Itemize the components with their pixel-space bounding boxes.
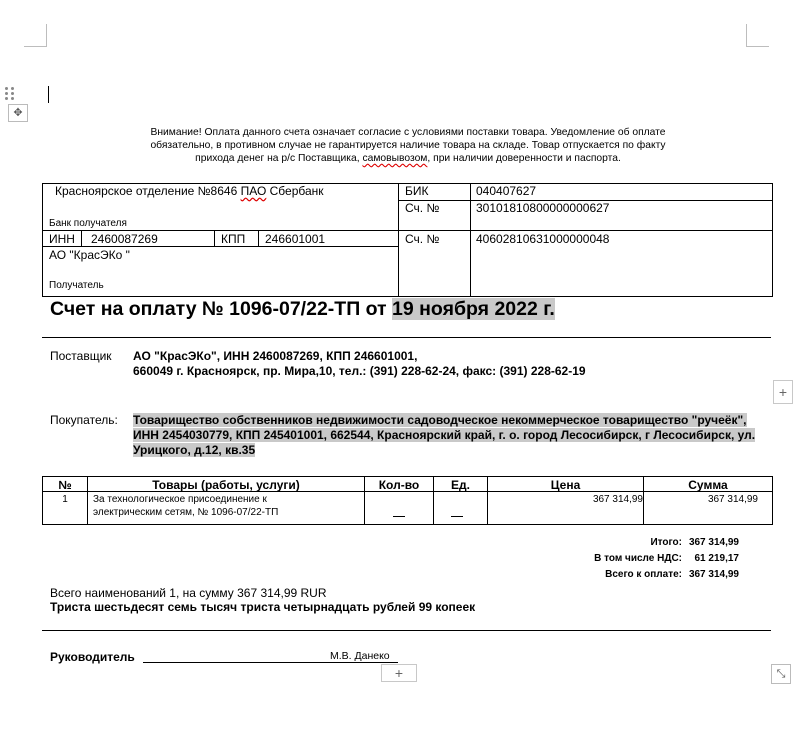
buyer-line-1: Товарищество собственников недвижимости садоводческое некоммерческое товарищество "ручеёк",	[133, 413, 747, 427]
qty-dash	[393, 516, 405, 517]
col-header-price: Цена	[550, 478, 581, 492]
supplier-line-1: АО "КрасЭКо", ИНН 2460087269, КПП 246601001,	[133, 349, 418, 363]
inn-label: ИНН	[49, 232, 75, 246]
col-header-unit: Ед.	[451, 478, 470, 492]
row-goods-name-line-2: электрическим сетям, № 1096-07/22-ТП	[93, 507, 279, 518]
move-icon[interactable]: ✥	[8, 104, 28, 122]
buyer-label: Покупатель:	[50, 413, 118, 427]
invoice-title	[50, 298, 555, 321]
text-cursor	[48, 86, 49, 103]
col-header-sum: Сумма	[688, 478, 728, 492]
signature-line	[143, 662, 398, 663]
bik-value: 040407627	[476, 184, 537, 198]
amount-due-value: 367 314,99	[688, 569, 739, 580]
total-label: Итого:	[650, 537, 682, 548]
recipient-name: АО "КрасЭКо "	[49, 248, 130, 262]
col-header-qty: Кол-во	[378, 478, 420, 492]
kpp-value: 246601001	[265, 232, 326, 246]
invoice-date: 19 ноября 2022 г.	[392, 298, 555, 320]
payment-notice	[118, 126, 698, 165]
notice-line-3	[118, 152, 698, 165]
add-column-plus-icon[interactable]: +	[773, 380, 793, 404]
buyer-info	[133, 413, 755, 458]
goods-table	[42, 476, 773, 525]
supplier-label: Поставщик	[50, 349, 112, 363]
signature-name: М.В. Данеко	[330, 650, 390, 662]
drag-dots-icon[interactable]	[5, 87, 17, 101]
account-label: Сч. №	[405, 232, 440, 246]
items-summary: Всего наименований 1, на сумму 367 314,99 RUR	[50, 586, 327, 600]
bik-label: БИК	[405, 184, 429, 198]
bank-name-spellcheck: ПАО	[240, 184, 267, 198]
row-goods-name-line-1: За технологическое присоединение к	[93, 494, 267, 505]
unit-dash	[451, 516, 463, 517]
row-num: 1	[62, 494, 68, 505]
notice-line-3c: , при наличии доверенности и паспорта.	[427, 153, 621, 164]
add-row-plus-icon[interactable]: +	[381, 664, 417, 682]
bank-name-part: Сбербанк	[266, 184, 324, 198]
bank-name	[55, 184, 324, 198]
notice-line-3a: прихода денег на р/с Поставщика,	[195, 153, 363, 164]
corr-account-label: Сч. №	[405, 201, 440, 215]
notice-line-2: обязательно, в противном случае не гарантируется наличие товара на складе. Товар отпускается по факту	[150, 140, 666, 151]
page-corner-top-right	[746, 24, 769, 47]
bank-name-part: Красноярское отделение №8646	[55, 184, 241, 198]
vat-value: 61 219,17	[694, 553, 739, 564]
notice-spellcheck-word: самовывозом	[362, 153, 428, 164]
buyer-line-3: Урицкого, д.12, кв.35	[133, 443, 256, 457]
amount-due-label: Всего к оплате:	[605, 569, 682, 580]
inn-value: 2460087269	[91, 232, 158, 246]
bank-details-table	[42, 183, 773, 297]
row-price: 367 314,99	[592, 494, 643, 505]
invoice-title-text: Счет на оплату № 1096-07/22-ТП от	[50, 298, 393, 320]
notice-line-1: Внимание! Оплата данного счета означает согласие с условиями поставки товара. Уведомление об оплате	[150, 127, 666, 138]
buyer-line-2: ИНН 2454030779, КПП 245401001, 662544, Красноярский край, г. о. город Лесосибирск, г Лесосибирск, ул.	[133, 428, 756, 442]
supplier-line-2: 660049 г. Красноярск, пр. Мира,10, тел.: (391) 228-62-24, факс: (391) 228-62-19	[133, 364, 586, 378]
row-goods-name	[93, 493, 278, 519]
vat-label: В том числе НДС:	[594, 553, 682, 564]
col-header-goods: Товары (работы, услуги)	[152, 478, 300, 492]
page-corner-top-left	[24, 24, 47, 47]
kpp-label: КПП	[221, 232, 246, 246]
signature-role: Руководитель	[50, 650, 135, 664]
amount-in-words: Триста шестьдесят семь тысяч триста четырнадцать рублей 99 копеек	[50, 600, 476, 614]
total-value: 367 314,99	[688, 537, 739, 548]
bank-label: Банк получателя	[49, 218, 127, 229]
col-header-num: №	[58, 478, 72, 492]
recipient-label: Получатель	[49, 280, 104, 291]
divider	[42, 337, 771, 338]
resize-icon[interactable]: ⤡	[771, 664, 791, 684]
row-sum: 367 314,99	[707, 494, 758, 505]
account-value: 40602810631000000048	[476, 232, 610, 246]
corr-account-value: 30101810800000000627	[476, 201, 610, 215]
divider	[42, 630, 771, 631]
